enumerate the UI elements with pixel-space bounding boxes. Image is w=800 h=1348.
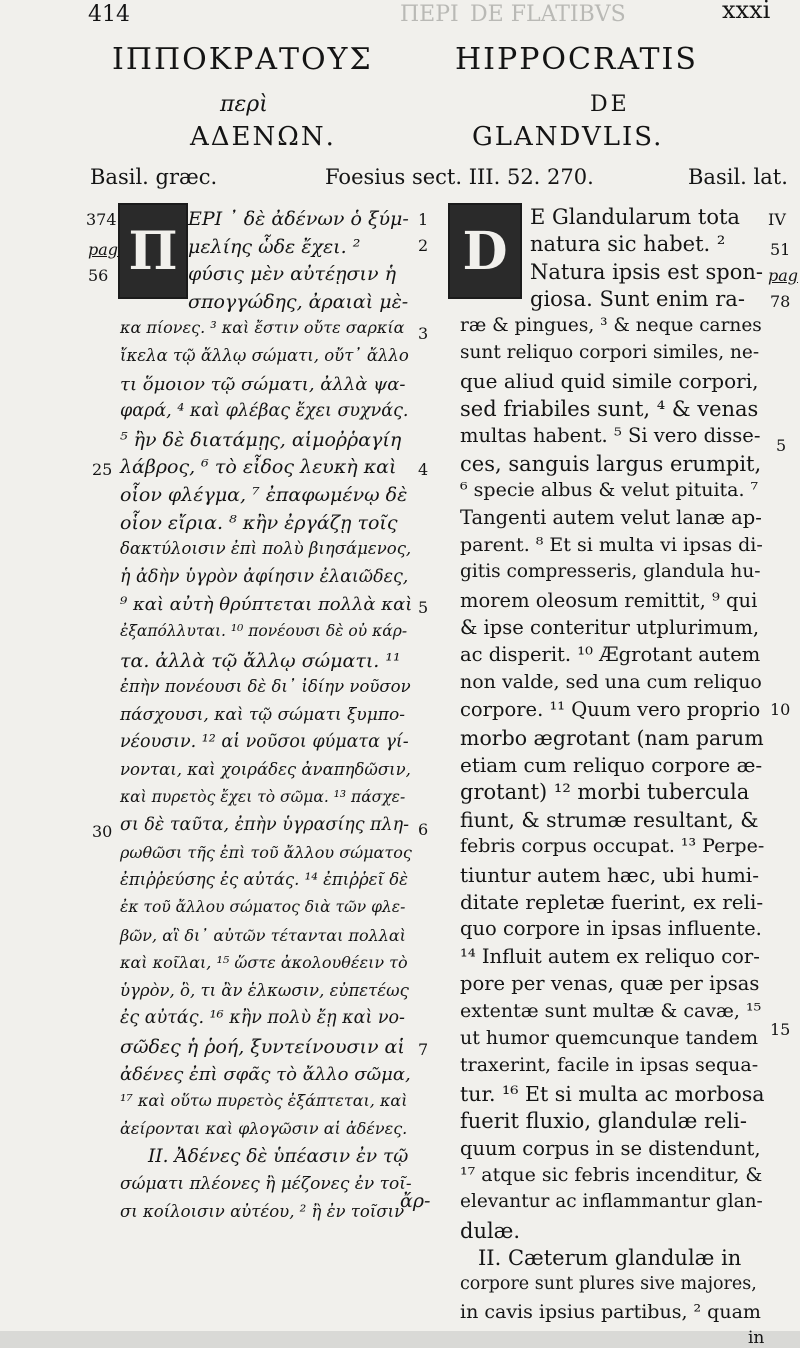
greek-text-line: ὑγρὸν, ὃ, τι ἂν ἑλκωσιν, εὐπετέως: [120, 980, 409, 1000]
margin-number: 25: [92, 460, 113, 479]
greek-text-line: δακτύλοισιν ἐπὶ πολὺ βιησάμενος,: [120, 539, 412, 559]
greek-text-line: πάσχουσι, καὶ τῷ σώματι ξυμπο-: [120, 704, 405, 725]
bleed-through-text-right: DE FLATIBVS: [470, 2, 626, 27]
margin-number: 56: [88, 266, 109, 285]
margin-number: 374: [86, 210, 117, 229]
greek-text-line: ἐκ τοῦ ἄλλου σώματος διὰ τῶν φλε-: [120, 898, 406, 916]
latin-text-line: ut humor quemcunque tandem: [460, 1027, 759, 1049]
latin-text-line: quo corpore in ipsas influente.: [460, 917, 762, 941]
latin-text-line: tiuntur autem hæc, ubi humi-: [460, 862, 759, 887]
greek-text-line: ἴκελα τῷ ἄλλῳ σώματι, οὔτ᾿ ἄλλο: [120, 346, 409, 365]
margin-number: 5: [418, 598, 429, 617]
latin-text-line: ditate repletæ fuerint, ex reli-: [460, 890, 764, 914]
latin-text-line: corpore. ¹¹ Quum vero proprio: [460, 698, 761, 722]
bleed-through-text-left: ΠΕΡΙ: [400, 2, 459, 27]
greek-text-line: II. Ἀδένες δὲ ὑπέασιν ἐν τῷ: [148, 1146, 409, 1168]
latin-text-line: sunt reliquo corpori similes, ne-: [460, 342, 760, 363]
greek-text-line: ἐξαπόλλυται. ¹⁰ πονέουσι δὲ οὐ κάρ-: [120, 622, 408, 640]
margin-number: 4: [418, 460, 429, 479]
greek-topic: ΑΔΕΝΩΝ.: [190, 122, 336, 152]
latin-text-line: ræ & pingues, ³ & neque carnes: [460, 314, 762, 336]
signature-mark: xxxi: [722, 0, 771, 24]
latin-text-line: gitis compresseris, glandula hu-: [460, 561, 761, 583]
latin-text-line: pore per venas, quæ per ipsas: [460, 972, 760, 996]
margin-number: 15: [770, 1020, 791, 1039]
margin-number: 7: [418, 1040, 429, 1059]
latin-text-line: morem oleosum remittit, ⁹ qui: [460, 588, 758, 612]
latin-text-line: & ipse conteritur utplurimum,: [460, 616, 760, 639]
greek-text-line: ⁵ ἢν δὲ διατάμῃς, αἱμοῤῥαγίη: [120, 428, 402, 451]
latin-text-line: grotant) ¹² morbi tubercula: [460, 780, 750, 805]
latin-text-line: giosa. Sunt enim ra-: [530, 287, 745, 312]
margin-number: pag: [88, 240, 119, 259]
greek-text-line: ἐπιῤῥεύσης ἐς αὐτάς. ¹⁴ ἐπιῤῥεῖ δὲ: [120, 870, 409, 890]
greek-dropcap: Π: [118, 203, 188, 299]
latin-text-line: sed friabiles sunt, ⁴ & venas: [460, 396, 759, 421]
latin-text-line: fiunt, & strumæ resultant, &: [460, 807, 759, 832]
greek-text-line: ἐς αὐτάς. ¹⁶ κἢν πολὺ ἔῃ καὶ νο-: [120, 1008, 405, 1029]
latin-topic: GLANDVLIS.: [472, 122, 664, 152]
latin-text-line: E Glandularum tota: [530, 205, 740, 229]
greek-text-line: ΕΡΙ ᾿ δὲ ἀδένων ὁ ξύμ-: [188, 208, 409, 230]
greek-title: ΙΠΠΟΚΡΑΤΟΥΣ: [112, 42, 373, 77]
latin-text-line: ⁶ specie albus & velut pituita. ⁷: [460, 479, 759, 501]
greek-text-line: μελίης ὧδε ἔχει. ²: [188, 235, 361, 258]
margin-number: 51: [770, 240, 791, 259]
margin-number: 10: [770, 700, 791, 719]
greek-text-line: ρωθῶσι τῆς ἐπὶ τοῦ ἄλλου σώματος: [120, 842, 412, 862]
greek-text-line: σῶδες ἡ ῥοή, ξυντείνουσιν αἱ: [120, 1036, 405, 1058]
latin-text-line: morbo ægrotant (nam parum: [460, 725, 764, 750]
latin-text-line: ¹⁷ atque sic febris incenditur, &: [460, 1164, 763, 1186]
greek-text-line: φαρά, ⁴ καὶ φλέβας ἔχει συχνάς.: [120, 401, 409, 422]
greek-text-line: λάβρος, ⁶ τὸ εἶδος λευκὴ καὶ: [120, 456, 397, 479]
greek-text-line: σι δὲ ταῦτα, ἐπὴν ὑγρασίης πλη-: [120, 815, 410, 836]
greek-text-line: σώματι πλέονες ἢ μέζονες ἐν τοῖ-: [120, 1174, 412, 1194]
greek-text-line: οἷον εἴρια. ⁸ κἢν ἐργάζῃ τοῖς: [120, 511, 398, 534]
greek-text-line: κα πίονες. ³ καὶ ἔστιν οὔτε σαρκία: [120, 318, 405, 338]
basil-graec-label: Basil. græc.: [90, 165, 218, 189]
latin-text-line: fuerit fluxio, glandulæ reli-: [460, 1109, 747, 1134]
greek-text-line: ἡ ἀδὴν ὑγρὸν ἀφίησιν ἐλαιῶδες,: [120, 566, 409, 587]
latin-text-line: Tangenti autem velut lanæ ap-: [460, 506, 762, 530]
latin-text-line: traxerint, facile in ipsas sequa-: [460, 1054, 759, 1077]
latin-text-line: ac disperit. ¹⁰ Ægrotant autem: [460, 643, 761, 667]
latin-text-line: in: [748, 1328, 765, 1348]
margin-number: 3: [418, 324, 429, 343]
margin-number: 1: [418, 210, 429, 229]
greek-text-line: ἀείρονται καὶ φλογῶσιν αἱ ἀδένες.: [120, 1118, 408, 1138]
latin-text-line: ¹⁴ Influit autem ex reliquo cor-: [460, 944, 760, 968]
greek-text-line: νέουσιν. ¹² αἱ νοῦσοι φύματα γί-: [120, 732, 409, 753]
latin-text-line: etiam cum reliquo corpore æ-: [460, 753, 763, 777]
latin-text-line: Natura ipsis est spon-: [530, 259, 763, 284]
margin-number: 5: [776, 436, 787, 455]
greek-text-line: ⁹ καὶ αὐτὴ θρύπτεται πολλὰ καὶ: [120, 594, 413, 616]
greek-text-line: ἀδένες ἐπὶ σφᾶς τὸ ἄλλο σῶμα,: [120, 1063, 411, 1085]
margin-number: 2: [418, 236, 429, 255]
greek-text-line: σπογγώδης, ἀραιαὶ μὲ-: [188, 290, 409, 313]
greek-text-line: τι ὅμοιον τῷ σώματι, ἀλλὰ ψα-: [120, 373, 406, 395]
greek-text-line: καὶ πυρετὸς ἔχει τὸ σῶμα. ¹³ πάσχε-: [120, 787, 406, 806]
latin-text-line: febris corpus occupat. ¹³ Perpe-: [460, 835, 765, 858]
latin-text-line: multas habent. ⁵ Si vero disse-: [460, 424, 761, 448]
latin-text-line: in cavis ipsius partibus, ² quam: [460, 1301, 761, 1323]
catchword: ἄρ-: [400, 1190, 431, 1212]
latin-text-line: quum corpus in se distendunt,: [460, 1136, 761, 1160]
margin-number: 6: [418, 820, 429, 839]
latin-dropcap: D: [448, 203, 522, 299]
latin-text-line: que aliud quid simile corpori,: [460, 369, 759, 394]
foesius-reference: Foesius sect. III. 52. 270.: [325, 165, 594, 189]
latin-text-line: tur. ¹⁶ Et si multa ac morbosa: [460, 1081, 765, 1106]
latin-text-line: non valde, sed una cum reliquo: [460, 670, 762, 693]
greek-text-line: τα. ἀλλὰ τῷ ἄλλῳ σώματι. ¹¹: [120, 649, 401, 672]
latin-text-line: extentæ sunt multæ & cavæ, ¹⁵: [460, 999, 762, 1022]
margin-number: pag: [768, 266, 799, 285]
page-number: 414: [88, 2, 130, 27]
greek-subtitle: περὶ: [220, 92, 268, 117]
greek-text-line: οἷον φλέγμα, ⁷ ἐπαφωμένῳ δὲ: [120, 484, 408, 506]
latin-text-line: natura sic habet. ²: [530, 232, 726, 257]
greek-text-line: καὶ κοῖλαι, ¹⁵ ὥστε ἀκολουθέειν τὸ: [120, 953, 408, 973]
greek-text-line: βῶν, αἳ δι᾿ αὐτῶν τέτανται πολλαὶ: [120, 925, 406, 945]
latin-text-line: corpore sunt plures sive majores,: [460, 1273, 757, 1294]
latin-text-line: dulæ.: [460, 1218, 521, 1243]
latin-subtitle: DE: [590, 92, 630, 117]
greek-text-line: ἐπὴν πονέουσι δὲ δι᾿ ἰδίην νοῦσον: [120, 677, 411, 697]
basil-lat-label: Basil. lat.: [688, 165, 788, 189]
greek-text-line: φύσις μὲν αὐτέῃσιν ἡ: [188, 263, 396, 286]
margin-number: IV: [768, 210, 786, 229]
latin-text-line: elevantur ac inflammantur glan-: [460, 1191, 763, 1213]
latin-text-line: parent. ⁸ Et si multa vi ipsas di-: [460, 533, 763, 556]
margin-number: 78: [770, 292, 791, 311]
latin-title: HIPPOCRATIS: [455, 42, 698, 77]
margin-number: 30: [92, 822, 113, 841]
latin-text-line: ces, sanguis largus erumpit,: [460, 451, 762, 476]
greek-text-line: ¹⁷ καὶ οὕτω πυρετὸς ἐξάπτεται, καὶ: [120, 1091, 408, 1111]
greek-text-line: σι κοίλοισιν αὐτέου, ² ἢ ἐν τοῖσιν: [120, 1201, 405, 1221]
greek-text-line: νονται, καὶ χοιράδες ἀναπηδῶσιν,: [120, 760, 411, 779]
latin-text-line: II. Cæterum glandulæ in: [478, 1246, 742, 1271]
